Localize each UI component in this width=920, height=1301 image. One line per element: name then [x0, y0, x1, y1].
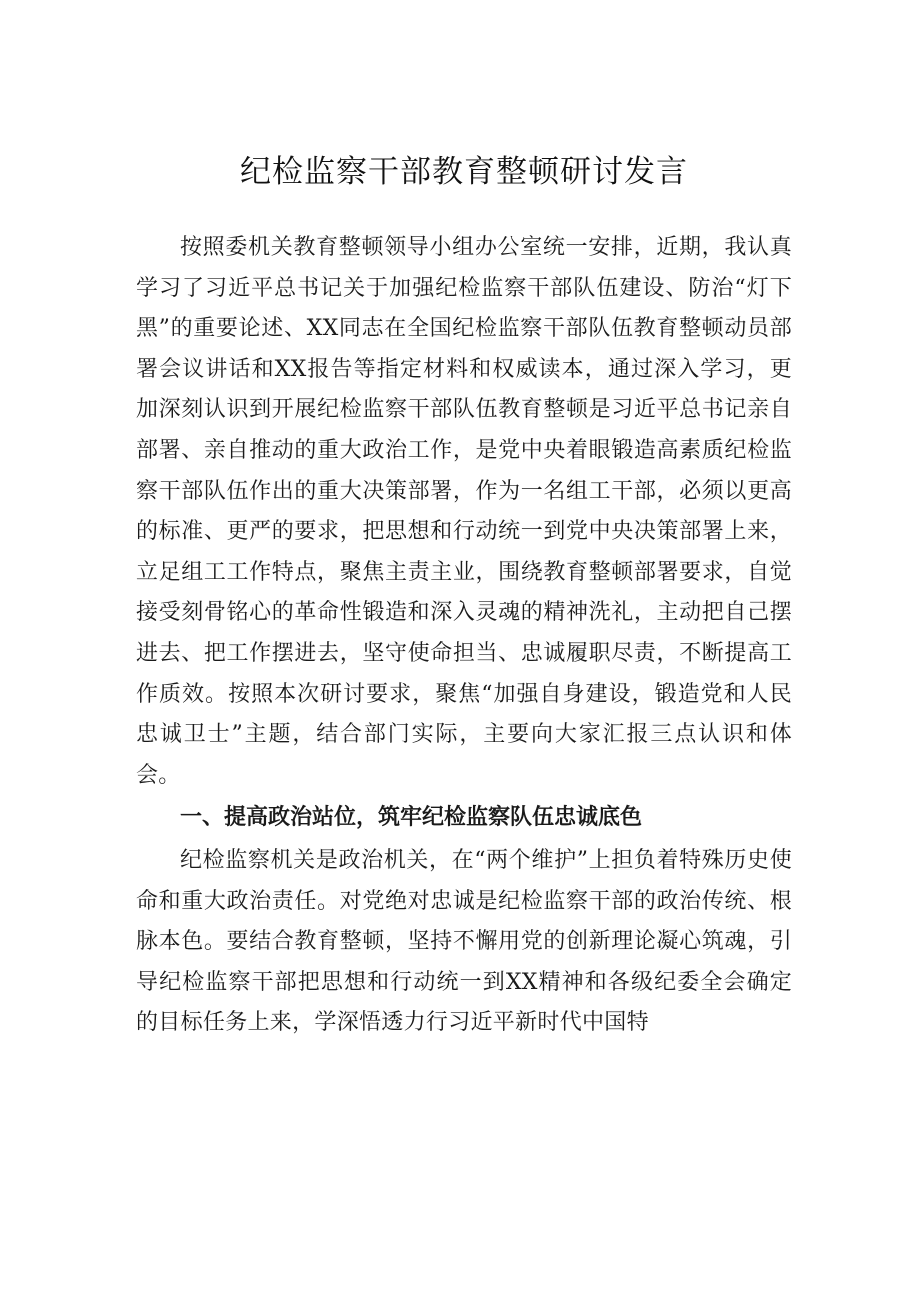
- section-1-paragraph: 纪检监察机关是政治机关，在“两个维护”上担负着特殊历史使命和重大政治责任。对党绝对忠诚是纪检监察干部的政治传统、根脉本色。要结合教育整顿，坚持不懈用党的创新理论凝心筑魂，引导纪检监察干部把思想和行动统一到XX精神和各级纪委全会确定的目标任务上来，学深悟透力行习近平新时代中国特: [136, 847, 792, 1036]
- intro-paragraph: 按照委机关教育整顿领导小组办公室统一安排，近期，我认真学习了习近平总书记关于加强纪检监察干部队伍建设、防治“灯下黑”的重要论述、XX同志在全国纪检监察干部队伍教育整顿动员部署会议讲话和XX报告等指定材料和权威读本，通过深入学习，更加深刻认识到开展纪检监察干部队伍教育整顿是习近平总书记亲自部署、亲自推动的重大政治工作，是党中央着眼锻造高素质纪检监察干部队伍作出的重大决策部署，作为一名组工干部，必须以更高的标准、更严的要求，把思想和行动统一到党中央决策部署上来，立足组工工作特点，聚焦主责主业，围绕教育整顿部署要求，自觉接受刻骨铭心的革命性锻造和深入灵魂的精神洗礼，主动把自己摆进去、把工作摆进去，坚守使命担当、忠诚履职尽责，不断提高工作质效。按照本次研讨要求，聚焦“加强自身建设，锻造党和人民忠诚卫士”主题，结合部门实际，主要向大家汇报三点认识和体会。: [136, 235, 792, 788]
- section-1-heading: 一、提高政治站位，筑牢纪检监察队伍忠诚底色: [180, 805, 643, 831]
- document-title: 纪检监察干部教育整顿研讨发言: [240, 154, 688, 190]
